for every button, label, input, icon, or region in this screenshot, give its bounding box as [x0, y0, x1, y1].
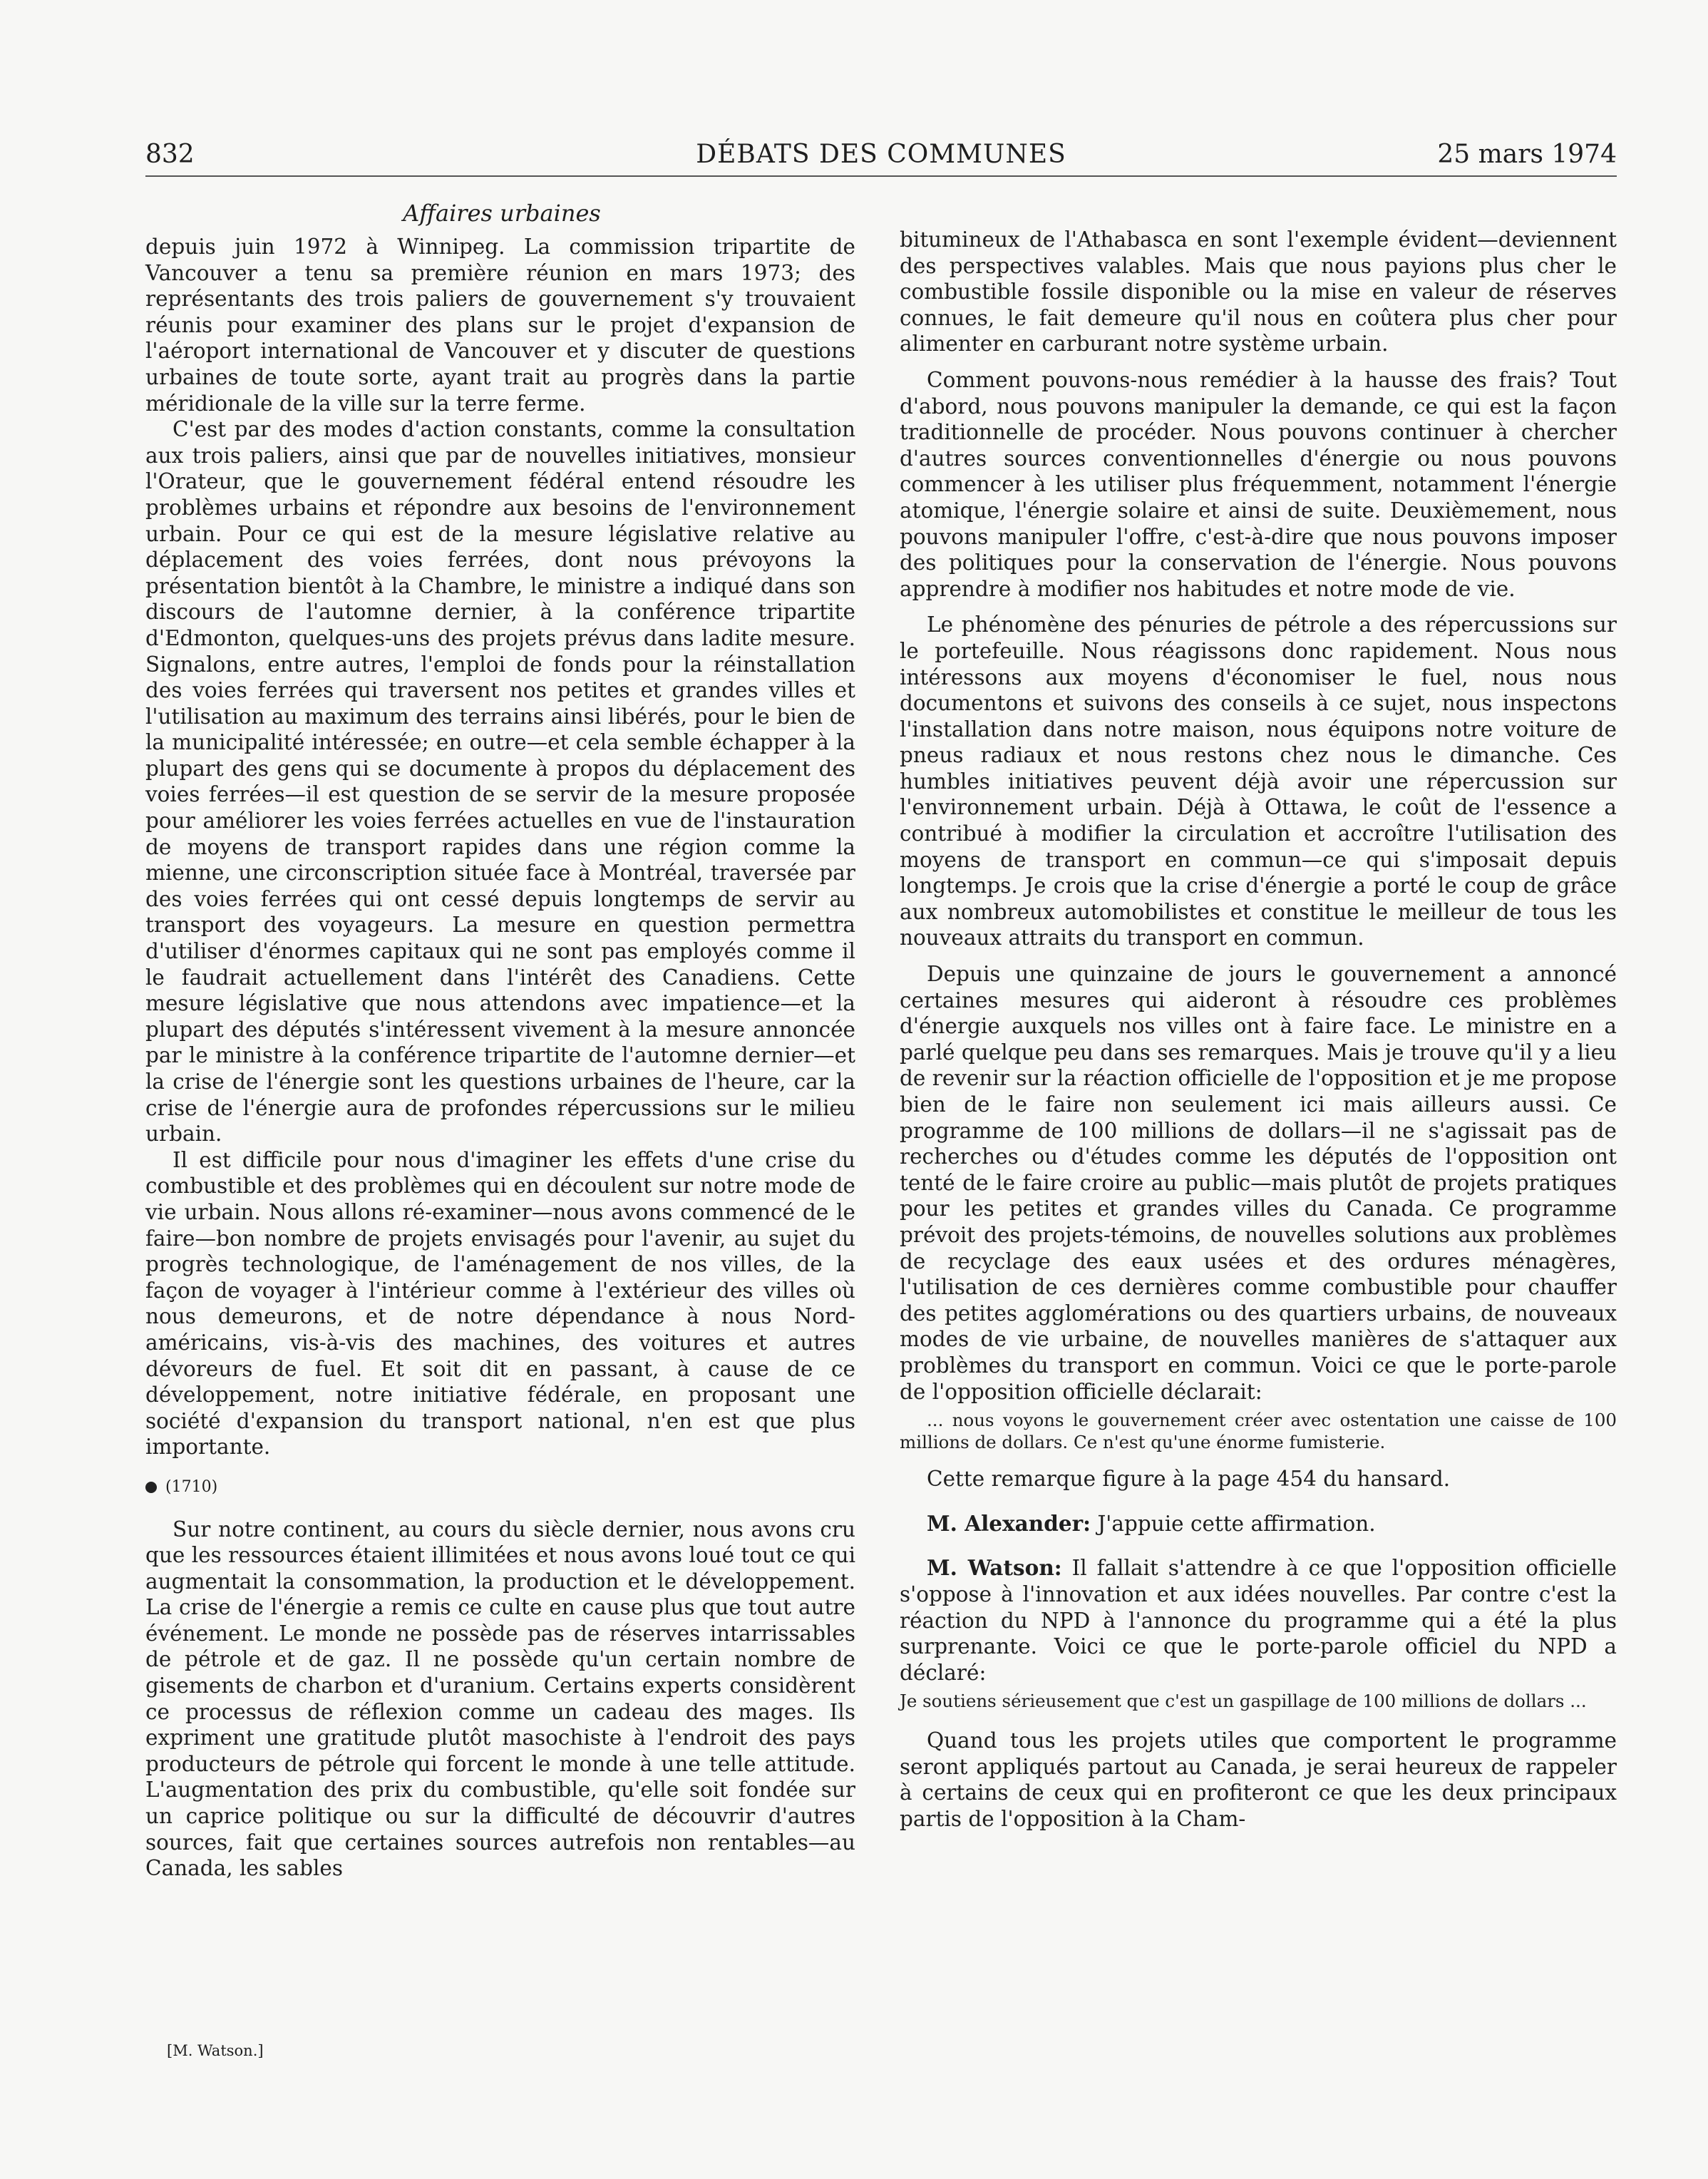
paragraph: Cette remarque figure à la page 454 du hansard. — [927, 1467, 1451, 1492]
speech-text: J'appuie cette affirmation. — [1097, 1511, 1376, 1536]
right-column — [900, 227, 1617, 1832]
speaker-name: M. Watson: — [927, 1555, 1062, 1581]
paragraph: bitumineux de l'Athabasca en sont l'exemple évident—deviennent des perspectives valables. Mais que nous payions plus cher le combustible fossile disponible ou la mise en valeur de réserves connues, le fait demeure qu'il nous en coûtera plus cher pour alimenter en carburant notre système urbain. — [900, 227, 1617, 357]
block-quote: Je soutiens sérieusement que c'est un gaspillage de 100 millions de dollars ... — [900, 1691, 1587, 1712]
page-header — [145, 140, 1617, 174]
speech — [900, 1511, 1617, 1537]
speech — [900, 1555, 1617, 1686]
paragraph: Quand tous les projets utiles que comportent le programme seront appliqués partout au Canada, je serai heureux de rappeler à certains de ceux qui en profiteront ce que les deux principaux partis de l'opposition à la Cham- — [900, 1728, 1617, 1832]
paragraph: Il est difficile pour nous d'imaginer les effets d'une crise du combustible et des problèmes qui en découlent sur notre mode de vie urbain. Nous allons ré-examiner—nous avons commencé de le faire—bon nombre de projets envisagés pour l'avenir, au sujet du progrès technologique, de l'aménagement de nos villes, de la façon de voyager à l'intérieur comme à l'extérieur des villes où nous demeurons, et de notre dépendance à nous Nord-américains, vis-à-vis des machines, des voitures et autres dévoreurs de fuel. Et soit dit en passant, à cause de ce développement, notre initiative fédérale, en proposant une société d'expansion du transport national, n'en est que plus importante. — [145, 1147, 855, 1460]
paragraph: depuis juin 1972 à Winnipeg. La commission tripartite de Vancouver a tenu sa première réunion en mars 1973; des représentants des trois paliers de gouvernement s'y trouvaient réunis pour examiner des plans sur le projet d'expansion de l'aéroport international de Vancouver et y discuter de questions urbaines de toute sorte, ayant trait au progrès dans la partie méridionale de la ville sur la terre ferme. — [145, 235, 855, 416]
publication-title: DÉBATS DES COMMUNES — [696, 140, 1066, 169]
paragraph: Le phénomène des pénuries de pétrole a des répercussions sur le portefeuille. Nous réagissons donc rapidement. Nous nous intéressons aux moyens d'économiser le fuel, nous nous documentons et suivons des conseils à ce sujet, nous inspectons l'installation dans notre maison, nous équipons notre voiture de pneus radiaux et nous restons chez nous le dimanche. Ces humbles initiatives peuvent déjà avoir une répercussion sur l'environnement urbain. Déjà à Ottawa, le coût de l'essence a contribué à modifier la circulation et accroître l'utilisation des moyens de transport en commun—ce qui s'imposait depuis longtemps. Je crois que la crise d'énergie a porté le coup de grâce aux nombreux automobilistes et constitue le meilleur de tous les nouveaux attraits du transport en commun. — [900, 612, 1617, 950]
speaker-name: M. Alexander: — [927, 1510, 1091, 1536]
block-quote: ... nous voyons le gouvernement créer avec ostentation une caisse de 100 millions de dollars. Ce n'est qu'une énorme fumisterie. — [900, 1410, 1617, 1453]
timestamp — [145, 1475, 855, 1501]
paragraph: C'est par des modes d'action constants, comme la consultation aux trois paliers, ainsi que par de nouvelles initiatives, monsieur l'Orateur, que le gouvernement fédéral entend résoudre les problèmes urbains et répondre aux besoins de l'environnement urbain. Pour ce qui est de la mesure législative relative au déplacement des voies ferrées, dont nous prévoyons la présentation bientôt à la Chambre, le ministre a indiqué dans son discours de l'automne dernier, à la conférence tripartite d'Edmonton, quelques-uns des projets prévus dans ladite mesure. Signalons, entre autres, l'emploi de fonds pour la réinstallation des voies ferrées qui traversent nos petites et grandes villes et l'utilisation au maximum des terrains ainsi libérés, pour le bien de la municipalité intéressée; en outre—et cela semble échapper à la plupart des gens qui se documente à propos du déplacement des voies ferrées—il est question de se servir de la mesure proposée pour améliorer les voies ferrées actuelles en vue de l'instauration de moyens de transport rapides dans une région comme la mienne, une circonscription située face à Montréal, traversée par des voies ferrées qui ont cessé depuis longtemps de servir au transport des voyageurs. La mesure en question permettra d'utiliser d'énormes capitaux qui ne sont pas employés comme il le faudrait actuellement dans l'intérêt des Canadiens. Cette mesure législative que nous attendons avec impatience—et la plupart des députés s'intéressent vivement à la mesure annoncée par le ministre à la conférence tripartite de l'automne dernier—et la crise de l'énergie sont les questions urbaines de l'heure, car la crise de l'énergie aura de profondes répercussions sur le milieu urbain. — [145, 417, 855, 1147]
header-rule — [145, 175, 1617, 177]
timestamp-text: (1710) — [165, 1477, 218, 1496]
paragraph: Comment pouvons-nous remédier à la hausse des frais? Tout d'abord, nous pouvons manipuler la demande, ce qui est la façon traditionnelle de procéder. Nous pouvons continuer à chercher d'autres sources conventionnelles d'énergie ou nous pouvons commencer à les utiliser plus fréquemment, notamment l'énergie atomique, l'énergie solaire et ainsi de suite. Deuxièmement, nous pouvons manipuler l'offre, c'est-à-dire que nous pouvons imposer des politiques pour la conservation de l'énergie. Nous pouvons apprendre à modifier nos habitudes et notre mode de vie. — [900, 367, 1617, 601]
publication-date: 25 mars 1974 — [1437, 140, 1617, 169]
paragraph: Depuis une quinzaine de jours le gouvernement a annoncé certaines mesures qui aideront à résoudre ces problèmes d'énergie auxquels nos villes ont à faire face. Le ministre en a parlé quelque peu dans ses remarques. Mais je trouve qu'il y a lieu de revenir sur la réaction officielle de l'opposition et je me propose bien de le faire non seulement ici mais ailleurs aussi. Ce programme de 100 millions de dollars—il ne s'agissait pas de recherches ou d'études comme les députés de l'opposition ont tenté de le faire croire au public—mais plutôt de projets pratiques pour les petites et grandes villes du Canada. Ce programme prévoit des projets-témoins, de nouvelles solutions aux problèmes de recyclage des eaux usées et des ordures ménagères, l'utilisation de ces dernières comme combustible pour chauffer des petites agglomérations ou des quartiers urbains, de nouveaux modes de vie urbaine, de nouvelles manières de s'attaquer aux problèmes du transport en commun. Voici ce que le porte-parole de l'opposition officielle déclarait: — [900, 962, 1617, 1404]
left-column — [145, 234, 855, 1882]
page-number: 832 — [145, 140, 195, 169]
speaker-footnote: [M. Watson.] — [167, 2042, 264, 2059]
bullet-icon — [145, 1482, 157, 1493]
speech-text: Il fallait s'attendre à ce que l'opposition officielle s'oppose à l'innovation et aux idées nouvelles. Par contre c'est la réaction du NPD à l'annonce du programme qui a été la plus surprenante. Voici ce que le porte-parole officiel du NPD a déclaré: — [900, 1556, 1617, 1685]
section-title: Affaires urbaines — [403, 200, 601, 227]
paragraph: Sur notre continent, au cours du siècle dernier, nous avons cru que les ressources étaient illimitées et nous avons loué tout ce qui augmentait la consommation, la production et le développement. La crise de l'énergie a remis ce culte en cause plus que tout autre événement. Le monde ne possède pas de réserves intarrissables de pétrole et de gaz. Il ne possède qu'un certain nombre de gisements de charbon et d'uranium. Certains experts considèrent ce processus de réflexion comme un cadeau des mages. Ils expriment une gratitude plutôt masochiste à l'endroit des pays producteurs de pétrole qui forcent le monde à une telle attitude. L'augmentation des prix du combustible, qu'elle soit fondée sur un caprice politique ou sur la difficulté de découvrir d'autres sources, fait que certaines sources autrefois non rentables—au Canada, les sables — [145, 1517, 855, 1881]
